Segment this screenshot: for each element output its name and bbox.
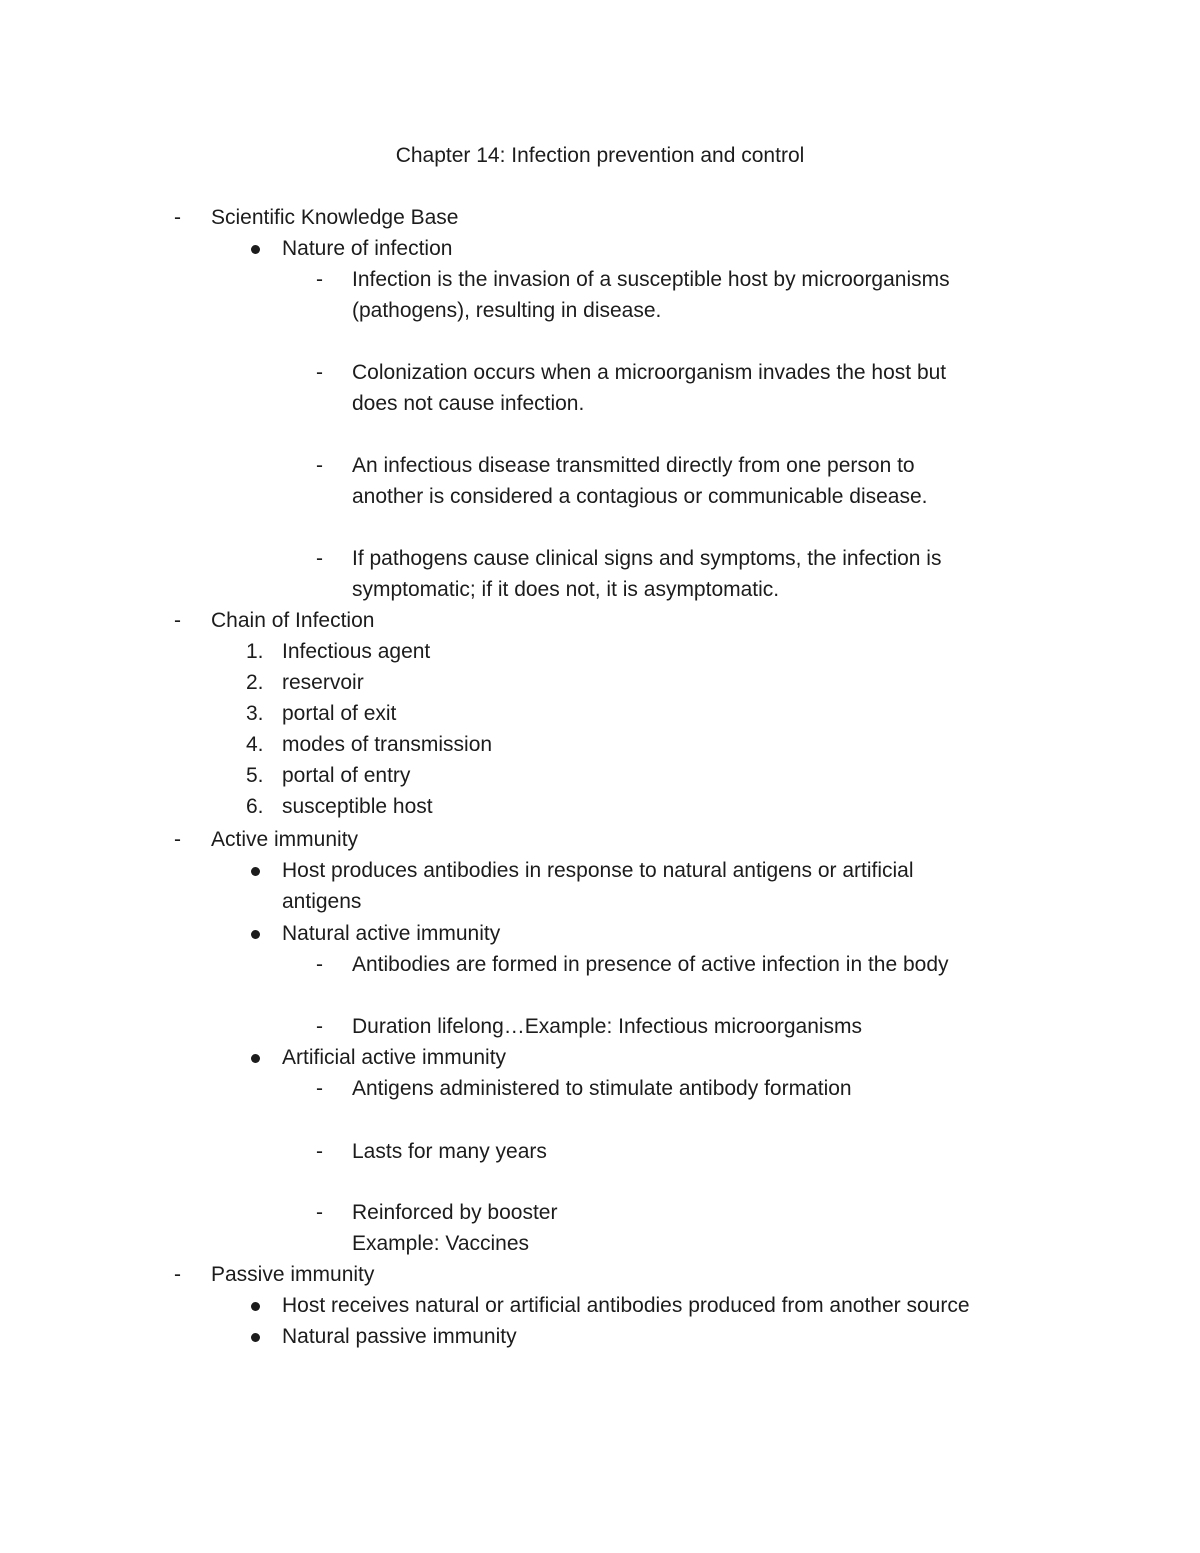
- dash-marker: -: [316, 547, 323, 570]
- numbered-item: portal of entry: [282, 764, 411, 787]
- bullet-artificial-active-immunity: Artificial active immunity: [282, 1046, 507, 1069]
- sub-item-line: Antibodies are formed in presence of active infection in the body: [352, 953, 949, 976]
- list-number: 6.: [246, 795, 264, 818]
- sub-item-line: Lasts for many years: [352, 1140, 547, 1163]
- dash-marker: -: [316, 953, 323, 976]
- section-heading-scientific-knowledge-base: Scientific Knowledge Base: [211, 206, 459, 229]
- bullet-natural-active-immunity: Natural active immunity: [282, 922, 501, 945]
- sub-item-line: Reinforced by booster: [352, 1201, 558, 1224]
- sub-item-line: (pathogens), resulting in disease.: [352, 299, 662, 322]
- bullet-icon: [251, 867, 260, 876]
- dash-marker: -: [174, 828, 181, 851]
- sub-item-line: Example: Vaccines: [352, 1232, 530, 1255]
- sub-item-line: another is considered a contagious or communicable disease.: [352, 485, 928, 508]
- bullet-icon: [251, 1054, 260, 1063]
- list-number: 1.: [246, 640, 264, 663]
- bullet-icon: [251, 1302, 260, 1311]
- list-number: 5.: [246, 764, 264, 787]
- bullet-line: antigens: [282, 890, 362, 913]
- section-heading-chain-of-infection: Chain of Infection: [211, 609, 375, 632]
- dash-marker: -: [316, 1077, 323, 1100]
- sub-item-line: does not cause infection.: [352, 392, 585, 415]
- dash-marker: -: [316, 361, 323, 384]
- bullet-line: Host produces antibodies in response to natural antigens or artificial: [282, 859, 914, 882]
- dash-marker: -: [316, 268, 323, 291]
- dash-marker: -: [316, 1201, 323, 1224]
- sub-item-line: Antigens administered to stimulate antibody formation: [352, 1077, 852, 1100]
- dash-marker: -: [316, 1140, 323, 1163]
- bullet-icon: [251, 1333, 260, 1342]
- sub-item-line: If pathogens cause clinical signs and symptoms, the infection is: [352, 547, 942, 570]
- bullet-nature-of-infection: Nature of infection: [282, 237, 453, 260]
- page-title: Chapter 14: Infection prevention and control: [395, 144, 805, 167]
- sub-item-line: Infection is the invasion of a susceptible host by microorganisms: [352, 268, 950, 291]
- sub-item-line: Duration lifelong…Example: Infectious microorganisms: [352, 1015, 863, 1038]
- section-heading-passive-immunity: Passive immunity: [211, 1263, 375, 1286]
- numbered-item: susceptible host: [282, 795, 433, 818]
- bullet-natural-passive-immunity: Natural passive immunity: [282, 1325, 517, 1348]
- dash-marker: -: [174, 609, 181, 632]
- numbered-item: modes of transmission: [282, 733, 493, 756]
- numbered-item: portal of exit: [282, 702, 397, 725]
- numbered-item: Infectious agent: [282, 640, 431, 663]
- sub-item-line: symptomatic; if it does not, it is asymptomatic.: [352, 578, 780, 601]
- dash-marker: -: [174, 206, 181, 229]
- list-number: 2.: [246, 671, 264, 694]
- bullet-icon: [251, 930, 260, 939]
- section-heading-active-immunity: Active immunity: [211, 828, 359, 851]
- list-number: 3.: [246, 702, 264, 725]
- numbered-item: reservoir: [282, 671, 364, 694]
- sub-item-line: Colonization occurs when a microorganism invades the host but: [352, 361, 947, 384]
- dash-marker: -: [316, 1015, 323, 1038]
- bullet-line: Host receives natural or artificial antibodies produced from another source: [282, 1294, 970, 1317]
- bullet-icon: [251, 245, 260, 254]
- sub-item-line: An infectious disease transmitted directly from one person to: [352, 454, 915, 477]
- list-number: 4.: [246, 733, 264, 756]
- dash-marker: -: [174, 1263, 181, 1286]
- dash-marker: -: [316, 454, 323, 477]
